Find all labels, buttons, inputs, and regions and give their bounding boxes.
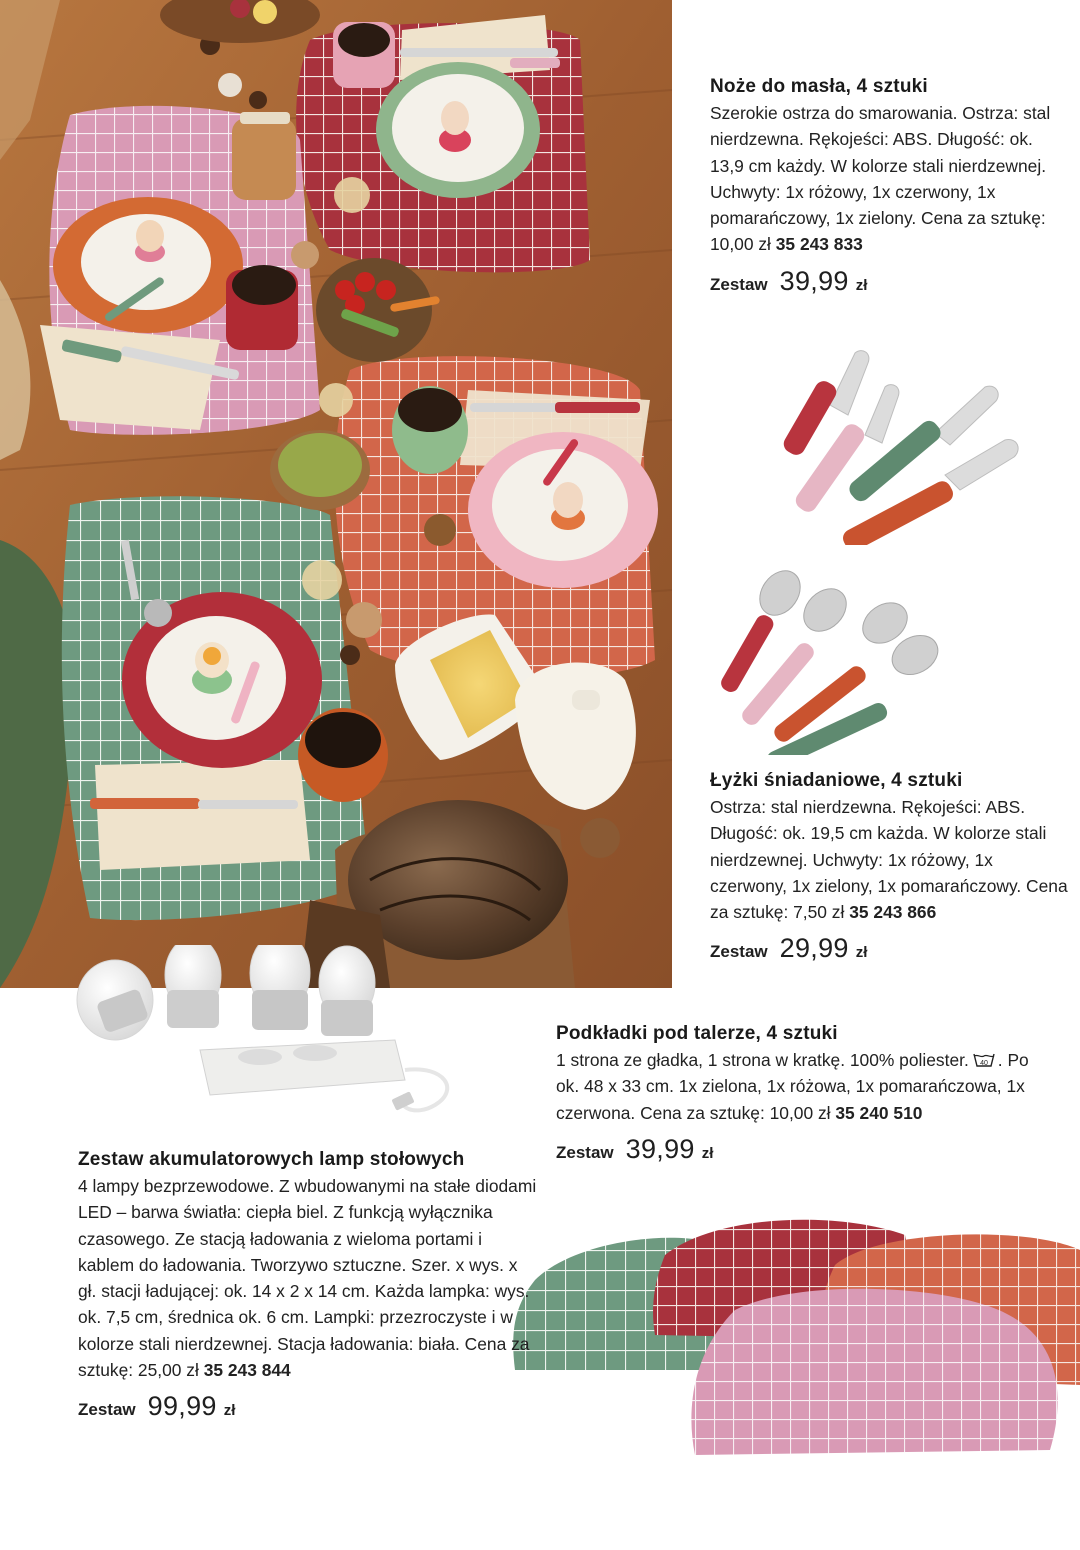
- mats-price-currency: zł: [701, 1144, 714, 1162]
- mats-price-label: Zestaw: [556, 1142, 614, 1162]
- mats-title: Podkładki pod talerze, 4 sztuki: [556, 1023, 838, 1044]
- mats-price: [556, 1134, 1056, 1165]
- lamps-price-currency: zł: [223, 1402, 236, 1420]
- knives-price-label: Zestaw: [710, 274, 768, 294]
- spoons-price-value: 29,99: [779, 933, 849, 964]
- mats-description: [556, 1047, 1056, 1126]
- mats-description-text-1: 1 strona ze gładka, 1 strona w kratkę. 100% poliester.: [556, 1050, 969, 1070]
- knives-description-text: Szerokie ostrza do smarowania. Ostrza: stal nierdzewna. Rękojeści: ABS. Długość: ok. 13,9 cm każdy. W kolorze stali nierdzewnej. Uchwyty: 1x różowy, 1x czerwony, 1x pomarańczowy, 1x zielony. Cena za sztukę: 10,00 zł: [710, 103, 1051, 255]
- spoons-description-text: Ostrza: stal nierdzewna. Rękojeści: ABS. Długość: ok. 19,5 cm każda. W kolorze stali nierdzewnej. Uchwyty: 1x różowy, 1x czerwony, 1x zielony, 1x pomarańczowy. Cena za sztukę: 7,50 zł: [710, 797, 1068, 923]
- mats-price-value: 39,99: [625, 1133, 695, 1164]
- spoons-code: 35 243 866: [849, 902, 937, 923]
- knives-product: [710, 74, 1070, 297]
- spoons-price-label: Zestaw: [710, 942, 768, 962]
- lamps-description-text: 4 lampy bezprzewodowe. Z wbudowanymi na stałe diodami LED – barwa światła: ciepła biel. Z funkcją wyłącznika czasowego. Ze stacją ładowania z wieloma portami i kablem do ładowania. Tworzywo sztuczne. Szer. x wys. x gł. stacji ładującej: ok. 14 x 2 x 14 cm. Każda lampka: wys. ok. 7,5 cm, średnica ok. 6 cm. Lampki: przezroczyste i w kolorze stali nierdzewnej. Stacja ładowania: biała. Cena za sztukę: 25,00 zł: [78, 1176, 537, 1381]
- lamps-price-value: 99,99: [147, 1391, 217, 1422]
- knives-code: 35 243 833: [775, 234, 863, 255]
- knife-green: [846, 386, 998, 505]
- knives-title: Noże do masła, 4 sztuki: [710, 76, 928, 97]
- spoons-image: [700, 565, 950, 755]
- mats-description-text-2: . Po ok. 48 x 33 cm. 1x zielona, 1x różowa, 1x pomarańczowa, 1x czerwona. Cena za sztukę: 10,00 zł: [556, 1050, 1029, 1123]
- knives-price-currency: zł: [855, 276, 868, 294]
- knives-price-value: 39,99: [779, 265, 849, 296]
- lamps-price: [78, 1391, 538, 1422]
- lamps-product: [78, 1147, 538, 1422]
- knives-description: [710, 100, 1070, 258]
- spoons-product: [710, 768, 1070, 964]
- spoons-price: [710, 933, 1070, 964]
- knives-image: [760, 345, 1040, 545]
- hero-breakfast-photo: [0, 0, 672, 988]
- knives-price: [710, 266, 1070, 297]
- lamps-price-label: Zestaw: [78, 1400, 136, 1420]
- mats-product: [556, 1021, 1056, 1165]
- spoons-price-currency: zł: [855, 944, 868, 962]
- mats-image: [505, 1210, 1080, 1460]
- wash-40-icon: [973, 1049, 995, 1065]
- spoons-title: Łyżki śniadaniowe, 4 sztuki: [710, 770, 963, 791]
- lamps-title: Zestaw akumulatorowych lamp stołowych: [78, 1149, 465, 1170]
- spoons-description: [710, 794, 1070, 925]
- mats-code: 35 240 510: [835, 1102, 923, 1123]
- lamps-code: 35 243 844: [203, 1360, 291, 1381]
- lamps-description: [78, 1173, 538, 1383]
- wash-40-label: 40: [979, 1060, 988, 1067]
- lamps-image: [75, 945, 475, 1130]
